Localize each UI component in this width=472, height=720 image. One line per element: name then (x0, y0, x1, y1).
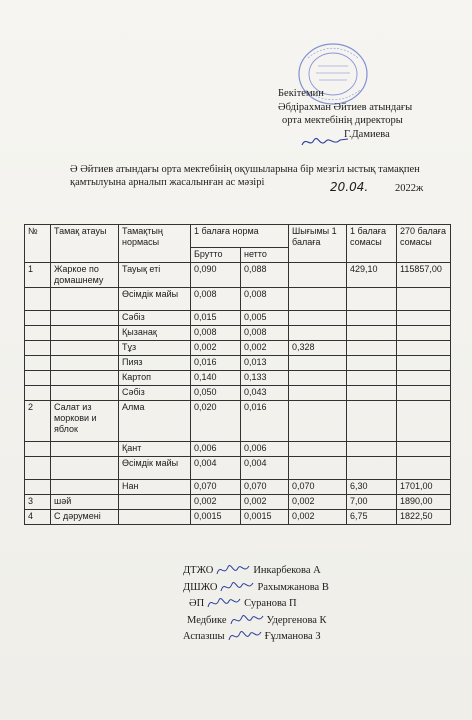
cell-item: Нан (119, 480, 191, 495)
date-year: 2022ж (395, 183, 424, 194)
director-signature-icon (300, 134, 350, 150)
cell-net: 0,006 (241, 442, 289, 457)
table-row (25, 510, 451, 525)
cell-no (25, 371, 51, 386)
cell-sum1: 429,10 (347, 263, 397, 288)
handwritten-signature-icon (227, 626, 263, 646)
cell-gross: 0,008 (191, 288, 241, 311)
signature-name: Рахымжанова В (257, 581, 329, 593)
cell-no (25, 341, 51, 356)
cell-sum270: 1822,50 (397, 510, 451, 525)
cell-sum1 (347, 341, 397, 356)
cell-sum1 (347, 288, 397, 311)
cell-sum270: 115857,00 (397, 263, 451, 288)
cell-net: 0,043 (241, 386, 289, 401)
cell-sum1 (347, 356, 397, 371)
heading-line-1: Ә Әйтиев атындағы орта мектебінің оқушыларына бір мезгіл ыстық тамақпен (70, 164, 420, 175)
cell-no (25, 326, 51, 341)
cell-dish: Салат из моркови и яблок (51, 401, 119, 442)
table-row (25, 495, 451, 510)
cell-item: Қант (119, 442, 191, 457)
cell-sum1 (347, 311, 397, 326)
cell-gross: 0,004 (191, 457, 241, 480)
cell-no: 3 (25, 495, 51, 510)
cell-no (25, 288, 51, 311)
signature-role: Аспазшы (183, 631, 225, 642)
cell-expense (289, 288, 347, 311)
cell-no (25, 457, 51, 480)
cell-item: Картоп (119, 371, 191, 386)
handwritten-date: 20.04. (330, 180, 369, 194)
cell-sum1: 6,75 (347, 510, 397, 525)
cell-expense (289, 457, 347, 480)
header-gross: Брутто (191, 248, 241, 263)
cell-gross: 0,006 (191, 442, 241, 457)
cell-gross: 0,070 (191, 480, 241, 495)
signature-name: Удергенова К (266, 614, 327, 626)
cell-item (119, 495, 191, 510)
cell-sum270 (397, 356, 451, 371)
cell-item: Қызанақ (119, 326, 191, 341)
header-dish: Тамақ атауы (51, 225, 119, 263)
signatures-block (183, 563, 329, 646)
signature-name: Суранова П (244, 598, 297, 609)
header-per-child: 1 балаға норма (191, 225, 289, 248)
cell-sum1 (347, 442, 397, 457)
cell-no (25, 480, 51, 495)
table-row (25, 401, 451, 442)
cell-gross: 0,016 (191, 356, 241, 371)
cell-sum270 (397, 386, 451, 401)
cell-no: 2 (25, 401, 51, 442)
table-row (25, 356, 451, 371)
cell-dish (51, 341, 119, 356)
cell-net: 0,008 (241, 326, 289, 341)
table-row (25, 371, 451, 386)
cell-gross: 0,015 (191, 311, 241, 326)
header-expense: Шығымы 1 балаға (289, 225, 347, 263)
cell-sum1: 7,00 (347, 495, 397, 510)
cell-gross: 0,002 (191, 495, 241, 510)
cell-expense: 0,002 (289, 510, 347, 525)
cell-net: 0,0015 (241, 510, 289, 525)
cell-gross: 0,002 (191, 341, 241, 356)
signature-role: Медбике (187, 614, 227, 626)
cell-gross: 0,020 (191, 401, 241, 442)
cell-dish: Жаркое по домашнему (51, 263, 119, 288)
heading-line-2: қамтылуына арналып жасалынған ас мәзірі (70, 177, 265, 188)
cell-dish (51, 386, 119, 401)
table-row (25, 480, 451, 495)
cell-net: 0,005 (241, 311, 289, 326)
cell-dish (51, 311, 119, 326)
cell-gross: 0,090 (191, 263, 241, 288)
cell-expense (289, 263, 347, 288)
cell-sum270 (397, 341, 451, 356)
cell-gross: 0,008 (191, 326, 241, 341)
cell-sum1 (347, 326, 397, 341)
cell-dish (51, 442, 119, 457)
cell-expense (289, 326, 347, 341)
menu-table (24, 224, 451, 525)
cell-gross: 0,0015 (191, 510, 241, 525)
signature-line (183, 580, 329, 597)
table-row (25, 326, 451, 341)
cell-dish (51, 288, 119, 311)
approval-director-name: Г.Дамиева (344, 128, 390, 140)
cell-sum270: 1701,00 (397, 480, 451, 495)
cell-expense: 0,002 (289, 495, 347, 510)
cell-item (119, 510, 191, 525)
signature-name: Ғұлманова З (264, 631, 321, 642)
cell-net: 0,008 (241, 288, 289, 311)
cell-sum1 (347, 386, 397, 401)
cell-sum1 (347, 371, 397, 386)
signature-name: Инкарбекова А (253, 565, 321, 576)
cell-no: 4 (25, 510, 51, 525)
cell-expense (289, 371, 347, 386)
cell-net: 0,070 (241, 480, 289, 495)
cell-item: Өсімдік майы (119, 288, 191, 311)
cell-net: 0,002 (241, 495, 289, 510)
cell-sum270 (397, 371, 451, 386)
cell-item: Алма (119, 401, 191, 442)
cell-net: 0,016 (241, 401, 289, 442)
cell-sum270 (397, 311, 451, 326)
cell-expense (289, 311, 347, 326)
cell-sum270 (397, 326, 451, 341)
header-sum270: 270 балаға сомасы (397, 225, 451, 263)
cell-no (25, 356, 51, 371)
cell-dish (51, 356, 119, 371)
cell-expense: 0,070 (289, 480, 347, 495)
header-norm: Тамақтың нормасы (119, 225, 191, 263)
cell-sum1: 6,30 (347, 480, 397, 495)
approval-block (278, 87, 412, 141)
cell-dish (51, 480, 119, 495)
cell-item: Пияз (119, 356, 191, 371)
cell-item: Сәбіз (119, 311, 191, 326)
cell-gross: 0,050 (191, 386, 241, 401)
cell-net: 0,013 (241, 356, 289, 371)
cell-dish (51, 371, 119, 386)
cell-expense (289, 356, 347, 371)
cell-sum270 (397, 442, 451, 457)
signature-line (183, 563, 329, 580)
cell-no: 1 (25, 263, 51, 288)
table-row (25, 311, 451, 326)
cell-item: Тұз (119, 341, 191, 356)
signature-role: ӘП (189, 598, 205, 609)
table-row (25, 341, 451, 356)
cell-sum270: 1890,00 (397, 495, 451, 510)
table-header-row (25, 225, 451, 248)
header-net: нетто (241, 248, 289, 263)
cell-dish (51, 457, 119, 480)
approval-position: орта мектебінің директоры (282, 115, 403, 126)
cell-no (25, 386, 51, 401)
approval-title: Бекітемин (278, 88, 324, 99)
cell-expense: 0,328 (289, 341, 347, 356)
cell-net: 0,133 (241, 371, 289, 386)
cell-item: Өсімдік майы (119, 457, 191, 480)
cell-expense (289, 442, 347, 457)
header-sum1: 1 балаға сомасы (347, 225, 397, 263)
cell-gross: 0,140 (191, 371, 241, 386)
cell-dish: шәй (51, 495, 119, 510)
table-row (25, 263, 451, 288)
cell-no (25, 311, 51, 326)
cell-sum270 (397, 401, 451, 442)
approval-school: Әбдірахман Әйтиев атындағы (278, 101, 413, 113)
cell-sum1 (347, 401, 397, 442)
header-no: № (25, 225, 51, 263)
cell-sum270 (397, 288, 451, 311)
signature-role: ДШЖО (183, 581, 218, 593)
table-row (25, 386, 451, 401)
signature-role: ДТЖО (183, 565, 214, 576)
cell-sum270 (397, 457, 451, 480)
table-row (25, 442, 451, 457)
cell-no (25, 442, 51, 457)
cell-dish (51, 326, 119, 341)
cell-net: 0,002 (241, 341, 289, 356)
cell-net: 0,088 (241, 263, 289, 288)
signature-line (183, 629, 329, 646)
table-row (25, 457, 451, 480)
table-row (25, 288, 451, 311)
cell-expense (289, 386, 347, 401)
cell-expense (289, 401, 347, 442)
cell-dish: С дәрумені (51, 510, 119, 525)
cell-item: Сәбіз (119, 386, 191, 401)
cell-net: 0,004 (241, 457, 289, 480)
cell-sum1 (347, 457, 397, 480)
cell-item: Тауық еті (119, 263, 191, 288)
